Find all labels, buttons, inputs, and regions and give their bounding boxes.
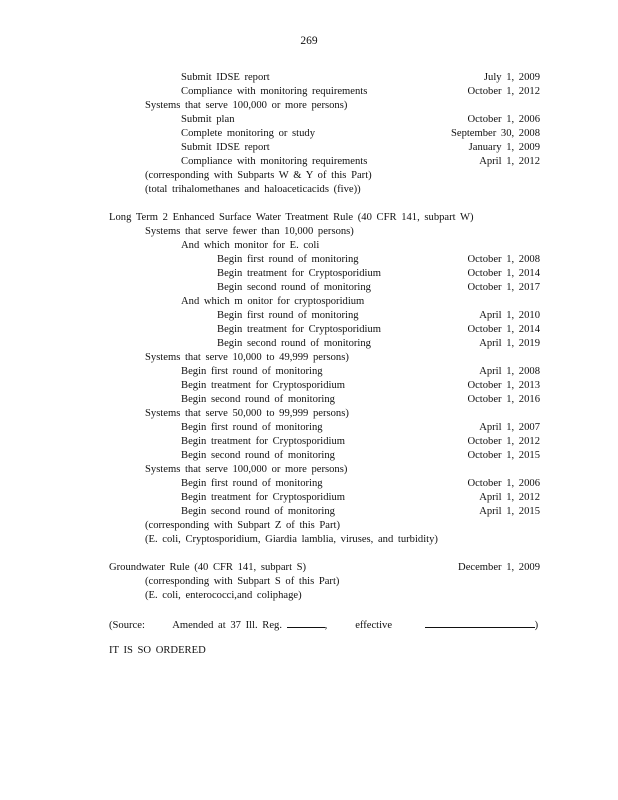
date-cell: October 1, 2017 — [467, 282, 540, 293]
text-line: Begin treatment for Cryptosporidium — [181, 436, 345, 447]
date-cell: October 1, 2006 — [467, 114, 540, 125]
date-cell: October 1, 2013 — [467, 380, 540, 391]
date-cell: April 1, 2012 — [479, 492, 540, 503]
date-cell: October 1, 2016 — [467, 394, 540, 405]
date-cell: April 1, 2008 — [479, 366, 540, 377]
text-line: Begin treatment for Cryptosporidium — [217, 268, 381, 279]
note-line: (E. coli, Cryptosporidium, Giardia lamblia, viruses, and turbidity) — [145, 534, 438, 545]
date-cell: October 1, 2014 — [467, 268, 540, 279]
rule-title: Long Term 2 Enhanced Surface Water Treatment Rule (40 CFR 141, subpart W) — [109, 212, 474, 223]
text-line: Begin first round of monitoring — [217, 310, 359, 321]
text-line: Begin treatment for Cryptosporidium — [181, 380, 345, 391]
closing-statement: IT IS SO ORDERED — [109, 645, 206, 656]
date-cell: April 1, 2012 — [479, 156, 540, 167]
section-header: Systems that serve 100,000 or more persons) — [145, 100, 348, 111]
text-line: Submit plan — [181, 114, 235, 125]
text-line: Begin second round of monitoring — [181, 450, 335, 461]
note-line: (corresponding with Subparts W & Y of this Part) — [145, 170, 372, 181]
text-line: Submit IDSE report — [181, 72, 270, 83]
text-line: Compliance with monitoring requirements — [181, 156, 368, 167]
section-header: Systems that serve 100,000 or more persons) — [145, 464, 348, 475]
text-line: Complete monitoring or study — [181, 128, 315, 139]
date-cell: October 1, 2014 — [467, 324, 540, 335]
page-number: 269 — [300, 35, 318, 47]
date-cell: April 1, 2019 — [479, 338, 540, 349]
source-close: ) — [534, 620, 539, 631]
text-line: Begin second round of monitoring — [217, 338, 371, 349]
source-effective: effective — [355, 620, 393, 631]
text-line: Begin treatment for Cryptosporidium — [217, 324, 381, 335]
source-comma: , — [324, 620, 328, 631]
source-line — [109, 618, 538, 632]
subsection-header: And which monitor for E. coli — [181, 240, 320, 251]
section-header: Systems that serve 10,000 to 49,999 persons) — [145, 352, 349, 363]
date-cell: April 1, 2010 — [479, 310, 540, 321]
text-line: Begin treatment for Cryptosporidium — [181, 492, 345, 503]
note-line: (total trihalomethanes and haloaceticacids (five)) — [145, 184, 361, 195]
text-line: Begin first round of monitoring — [217, 254, 359, 265]
section-header: Systems that serve fewer than 10,000 persons) — [145, 226, 354, 237]
date-cell: October 1, 2015 — [467, 450, 540, 461]
date-cell: October 1, 2008 — [467, 254, 540, 265]
text-line: Begin first round of monitoring — [181, 422, 323, 433]
date-cell: October 1, 2006 — [467, 478, 540, 489]
date-cell: April 1, 2015 — [479, 506, 540, 517]
date-cell: April 1, 2007 — [479, 422, 540, 433]
effective-date-blank — [425, 618, 535, 628]
text-line: Begin first round of monitoring — [181, 478, 323, 489]
text-line: Begin second round of monitoring — [181, 506, 335, 517]
text-line: Begin second round of monitoring — [217, 282, 371, 293]
note-line: (corresponding with Subpart Z of this Part) — [145, 520, 341, 531]
text-line: Compliance with monitoring requirements — [181, 86, 368, 97]
date-cell: January 1, 2009 — [468, 142, 540, 153]
text-line: Begin second round of monitoring — [181, 394, 335, 405]
text-line: Submit IDSE report — [181, 142, 270, 153]
date-cell: October 1, 2012 — [467, 436, 540, 447]
note-line: (E. coli, enterococci,and coliphage) — [145, 590, 302, 601]
date-cell: July 1, 2009 — [483, 72, 540, 83]
section-header: Systems that serve 50,000 to 99,999 persons) — [145, 408, 349, 419]
register-blank — [287, 618, 325, 628]
note-line: (corresponding with Subpart S of this Part) — [145, 576, 340, 587]
rule-title: Groundwater Rule (40 CFR 141, subpart S) — [109, 562, 307, 573]
source-amended: Amended at 37 Ill. Reg. — [172, 620, 282, 631]
text-line: Begin first round of monitoring — [181, 366, 323, 377]
date-cell: September 30, 2008 — [450, 128, 540, 139]
subsection-header: And which m onitor for cryptosporidium — [181, 296, 365, 307]
source-prefix: (Source: — [109, 620, 145, 631]
date-cell: December 1, 2009 — [458, 562, 540, 573]
date-cell: October 1, 2012 — [467, 86, 540, 97]
